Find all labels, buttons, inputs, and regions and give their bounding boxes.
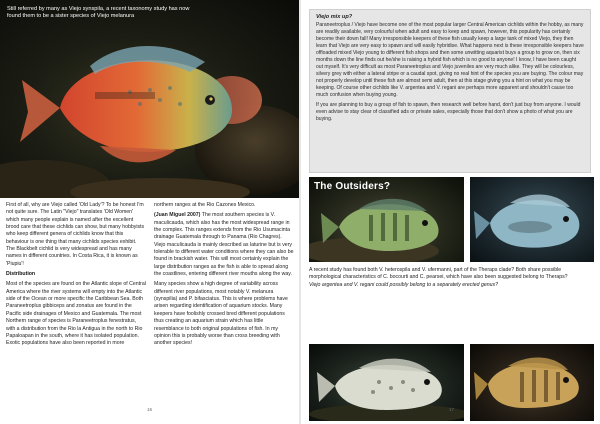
page-number-left: 16 <box>147 407 153 412</box>
photo-argentea <box>309 344 464 421</box>
left-column-2 <box>154 202 294 351</box>
box-title: Viejo mix up? <box>316 14 353 20</box>
box-body <box>316 22 584 123</box>
caption-paragraph-1: A recent study has found both V. heterospila and V. ufermanni, part of the Theraps clade? Both share possible morphological characteristics of C. bocourti and C. pearsei, which have also been suggested belong to Theraps? <box>309 267 568 281</box>
page-number-right: 17 <box>449 407 455 412</box>
distribution-paragraph: Most of the species are found on the Atlantic slope of Central America where the river systems will empty into the Atlantic side of the Ocean or more specific the Caribbean Sea. Both Paraneetroplus gibbiceps and zonatus are found in the Pacific side drainages of Mexico and Guatemala. The most Northern range of species is Paraneetroplus fenestratus, with a distribution from the Rio la Antigua in the north to Rio Papaloapan in the south, where it has isolated population. Exotic populations have also been reported in more <box>6 281 146 347</box>
outsiders-caption <box>309 267 594 290</box>
photo-heterospila <box>309 177 464 262</box>
box-paragraph-2: If you are planning to buy a group of fish to spawn, then research well before hand, don't just buy from anyone. I would even advise to stay clear of classified ads or private sales, especially those that don't show a photo of what you are buying. <box>316 101 581 122</box>
left-column-1 <box>6 202 146 351</box>
fish-photo-c <box>309 344 464 421</box>
variability-paragraph: Many species show a high degree of variability across different river populations, most notably V. melanura (synspilia) and P. bifasciatus. This is where problems have arisen regarding identification of aquarium stocks. Many keepers have foolishly crossed bred different populations thus creating an aquarium strain which has little resemblance to both original populations of fish. In my opinion this is probably worse than cross breeding with another species! <box>154 281 288 347</box>
photo-regani <box>470 344 594 421</box>
fish-photo-b <box>470 177 594 262</box>
southern-species-text: The most southern species is V. maculicauda, which also has the most widespread range in the complex. This ranges extends from the Rio Usumacinta drainage Guatemala through to Panama (Rio Chagres). Viejo maculicauda is mainly described as laturine but is very tolerable to different water conditions where they can also be found in brackish water. This will most certainly explain the large distribution ranges as the fish is able to spread along the coastlines, entering different river mouths along the way. <box>154 212 294 278</box>
page-gutter <box>299 0 301 424</box>
viejo-mixup-box <box>309 9 591 173</box>
hero-caption: Still referred by many as Viejo synspila, a recent taxonomy study has now found them to be a sister species of Viejo melanura <box>7 6 190 20</box>
citation: (Juan Miguel 2007) <box>154 212 201 219</box>
caption-paragraph-2: Viejo argentea and V. regani could possibly belong to a separately erected genus? <box>309 281 498 288</box>
southern-species-paragraph <box>154 212 294 278</box>
continuation-paragraph: northern ranges at the Rio Cazones Mexico. <box>154 202 256 208</box>
intro-paragraph: First of all, why are Viejo called 'Old Lady'? To be honest I'm not quite sure. The Latin "Viejo" translates 'Old Women' which many people explain is named after the excellent brood care that these cichlids can show, but many hobbyists who keep different genera of cichlids know that this behaviour is one thing that many cichlids species exhibit. The Blackbelt cichlid is very widespread and has many names in different countries. In Costa Rica, it is known as 'Piupiu'! <box>6 202 145 267</box>
hero-photo-viejo-synspila <box>0 0 299 198</box>
box-paragraph-1: Paraneetroplus / Viejo have become one of the most popular larger Central American cichlids within the hobby, as many are readily available, very colourful when adult and easy to keep and spawn, however, this popularity has certainly become their down fall! Many irresponsible keepers of these fish usually keep a large tank of mixed Viejo, they then learn that Viejo are very easy to spawn and will easily hybridise. What happens next is these irresponsible keepers have offloaded mixed Viejo young to different fish shops and then some unwitting aquarist buys a group to grow on, then six months down the line finds out he/she is raising a hybrid fish which is no good to anyone! I know, I have been caught out myself. It's very difficult as most Paraneetroplus and Viejo juveniles are very much alike. They will be colourless, silvery grey with either a lateral stripe or a caudal spot, giving no real hint of the species you are buying. The colour may not properly develop until these fish are almost semi adult, then at this stage giving you a hint on what you may be keeping. Of course other cichlids like V. argentea and V. regani are perhaps more apparent and shouldn't cause too much confusion when buying young. <box>316 22 584 99</box>
photo-ufermanni <box>470 177 594 262</box>
distribution-heading: Distribution <box>6 271 36 278</box>
fish-photo-d <box>470 344 594 421</box>
outsiders-title: The Outsiders? <box>314 181 391 192</box>
fish-photo-illustration <box>0 0 299 198</box>
